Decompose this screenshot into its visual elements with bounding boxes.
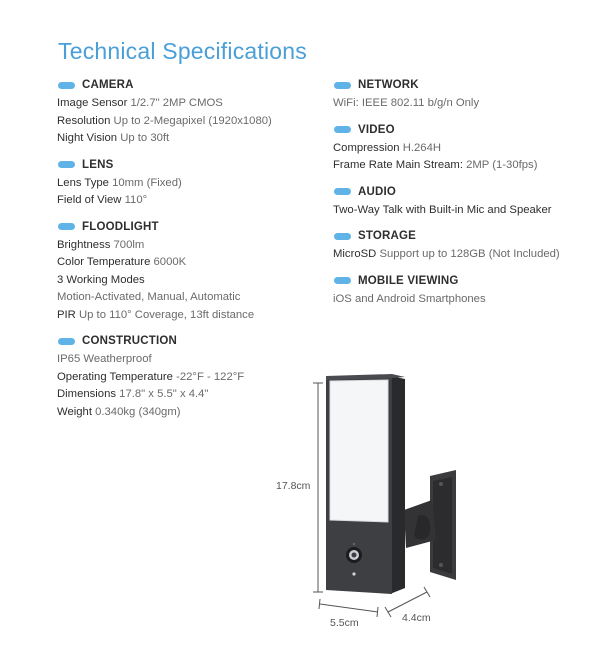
section-pill-icon	[58, 161, 75, 168]
spec-line: Night Vision Up to 30ft	[57, 132, 170, 144]
width-dimension-line	[319, 599, 378, 617]
camera-top	[326, 374, 405, 380]
spec-line: PIR Up to 110° Coverage, 13ft distance	[57, 308, 255, 321]
camera-body-front	[326, 376, 392, 594]
spec-line: Motion-Activated, Manual, Automatic	[57, 291, 241, 303]
section-pill-icon	[334, 82, 351, 89]
spec-line: MicroSD Support up to 128GB (Not Included)	[333, 248, 560, 260]
section-title: MOBILE VIEWING	[358, 274, 459, 287]
spec-line: Resolution Up to 2-Megapixel (1920x1080)	[57, 114, 272, 127]
section-floodlight	[57, 218, 317, 325]
section-header	[57, 76, 317, 94]
spec-line: Lens Type 10mm (Fixed)	[57, 176, 182, 189]
section-mobile-viewing	[333, 272, 593, 309]
spec-line: Weight 0.340kg (340gm)	[57, 405, 181, 418]
wall-mount-plate	[430, 470, 456, 580]
spec-line: Image Sensor 1/2.7" 2MP CMOS	[57, 97, 223, 109]
spec-line: WiFi: IEEE 802.11 b/g/n Only	[333, 97, 480, 109]
section-pill-icon	[334, 233, 351, 240]
page-title: Technical Specifications	[58, 38, 307, 64]
spec-line: Brightness 700lm	[57, 238, 145, 251]
section-title: STORAGE	[358, 230, 417, 242]
section-pill-icon	[334, 277, 351, 284]
section-title: AUDIO	[358, 185, 397, 198]
mount-arm	[404, 500, 436, 548]
section-lens	[57, 156, 317, 210]
mic-dot-icon	[353, 543, 355, 545]
section-pill-icon	[334, 188, 351, 195]
spec-line: Dimensions 17.8" x 5.5" x 4.4"	[57, 388, 209, 400]
section-header	[333, 76, 593, 94]
section-header	[333, 183, 593, 201]
section-pill-icon	[58, 338, 75, 345]
section-header	[57, 218, 317, 236]
width-dimension-label: 5.5cm	[330, 617, 359, 629]
spec-line: iOS and Android Smartphones	[333, 292, 486, 305]
specs-right-column	[333, 76, 593, 316]
section-header	[57, 156, 317, 174]
spec-line: Frame Rate Main Stream: 2MP (1-30fps)	[333, 159, 538, 171]
section-camera	[57, 76, 317, 148]
spec-line: 3 Working Modes	[57, 273, 145, 286]
spec-line: Compression H.264H	[333, 141, 442, 154]
section-title: LENS	[82, 158, 114, 171]
spec-line: Color Temperature 6000K	[57, 256, 187, 268]
section-video	[333, 121, 593, 175]
section-header	[333, 121, 593, 139]
section-storage	[333, 227, 593, 264]
section-pill-icon	[58, 82, 75, 89]
section-pill-icon	[334, 126, 351, 133]
section-network	[333, 76, 593, 113]
spec-line: Two-Way Talk with Built-in Mic and Speaker	[333, 203, 552, 216]
spec-line: Field of View 110°	[57, 194, 148, 206]
spec-line: Operating Temperature -22°F - 122°F	[57, 370, 245, 383]
section-title: CAMERA	[82, 79, 134, 91]
spec-line: IP65 Weatherproof	[57, 353, 152, 365]
sensor-dot-icon	[352, 572, 355, 575]
section-pill-icon	[58, 223, 75, 230]
camera-lens-icon	[346, 547, 362, 563]
section-construction	[57, 332, 317, 421]
section-title: FLOODLIGHT	[82, 220, 159, 233]
floodlight-panel	[330, 380, 388, 522]
camera-body-side	[390, 376, 405, 594]
section-header	[333, 227, 593, 245]
section-title: CONSTRUCTION	[82, 335, 178, 347]
section-header	[57, 332, 317, 350]
depth-dimension-label: 4.4cm	[402, 612, 431, 624]
height-dimension-label: 17.8cm	[276, 480, 311, 492]
section-title: VIDEO	[358, 123, 395, 136]
section-audio	[333, 183, 593, 220]
section-header	[333, 272, 593, 290]
section-title: NETWORK	[358, 79, 419, 91]
specs-left-column	[57, 76, 317, 429]
